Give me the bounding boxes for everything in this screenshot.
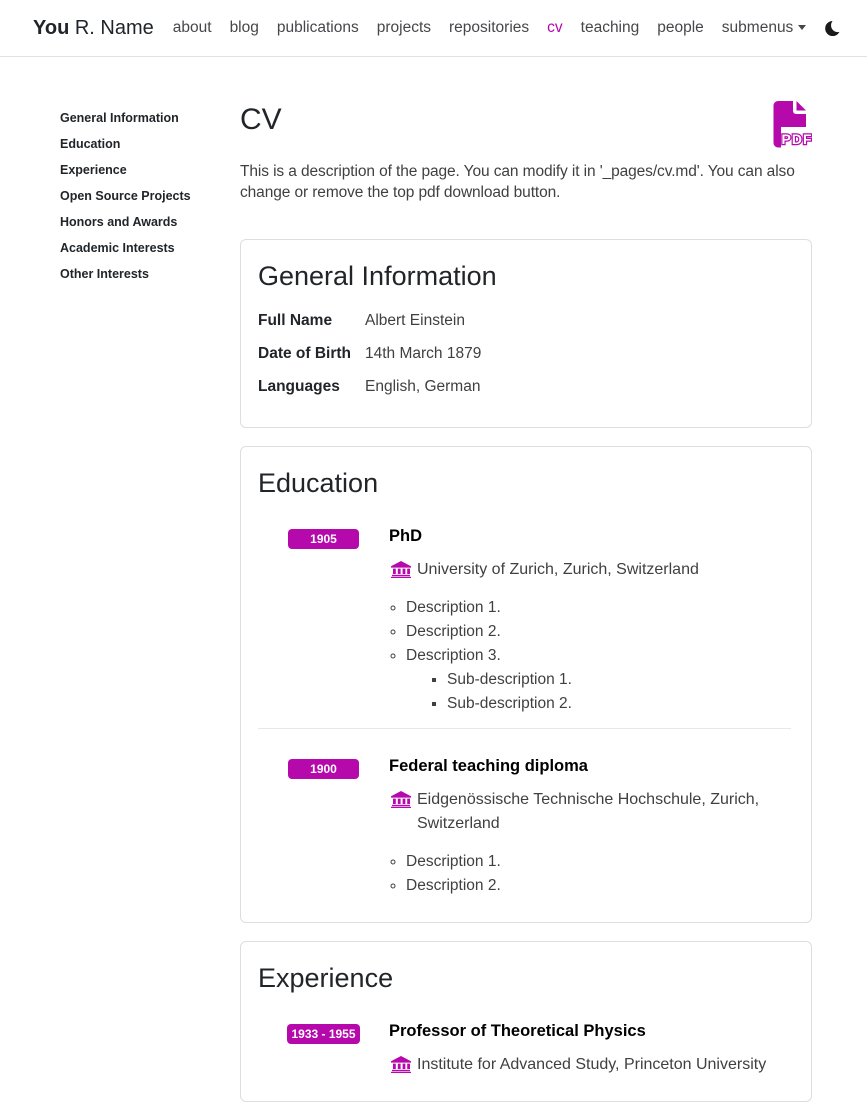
list-item <box>406 644 791 716</box>
page-description: This is a description of the page. You can modify it in '_pages/cv.md'. You can also change or remove the top pdf download button. <box>240 163 795 201</box>
main-content <box>240 57 812 1102</box>
row-label: Languages <box>258 377 340 395</box>
toc-item-education[interactable]: Education <box>60 137 121 151</box>
university-icon <box>391 1056 411 1073</box>
timeline-entry <box>258 526 791 716</box>
university-icon <box>391 561 411 578</box>
row-value: English, German <box>365 377 481 395</box>
section-general-information <box>240 239 812 428</box>
pdf-icon-label: PDF <box>781 131 812 147</box>
year-badge: 1905 <box>288 529 359 549</box>
page-title: CV <box>240 103 282 136</box>
table-row <box>258 370 791 403</box>
entry-title: Professor of Theoretical Physics <box>389 1022 646 1040</box>
entry-title: PhD <box>389 527 422 545</box>
timeline-entry <box>258 1021 791 1077</box>
sub-list-item: ▪ Sub-description 1. <box>447 668 791 692</box>
brand-rest: R. Name <box>74 16 154 39</box>
year-column <box>258 526 389 716</box>
timeline-entry <box>258 756 791 898</box>
nav-item-publications[interactable]: publications <box>276 19 359 36</box>
section-education <box>240 446 812 923</box>
year-badge: 1933 - 1955 <box>287 1024 359 1044</box>
row-value: 14th March 1879 <box>365 344 482 362</box>
content-layout <box>0 57 867 1102</box>
description-list <box>389 850 791 898</box>
pdf-download-button[interactable] <box>768 101 812 149</box>
institution-name: University of Zurich, Zurich, Switzerland <box>417 561 699 578</box>
table-row <box>258 337 791 370</box>
toc-item-other-interests[interactable]: Other Interests <box>60 267 149 281</box>
university-icon <box>391 791 411 808</box>
row-label: Date of Birth <box>258 344 351 362</box>
brand-link[interactable] <box>33 17 154 40</box>
description-list <box>389 596 791 716</box>
section-title: General Information <box>258 261 497 291</box>
section-title: Education <box>258 468 379 498</box>
list-item: ◦ Description 2. <box>406 874 791 898</box>
nav-item-repositories[interactable]: repositories <box>449 19 530 36</box>
list-item: ◦ Description 1. <box>406 596 791 620</box>
year-column <box>258 1021 389 1077</box>
caret-down-icon <box>798 25 806 30</box>
toc-sidebar <box>0 57 240 294</box>
institution-row <box>389 558 791 582</box>
entry-body <box>389 756 791 898</box>
file-pdf-icon <box>768 101 812 149</box>
list-item: ◦ Description 2. <box>406 620 791 644</box>
nav-item-submenus[interactable] <box>713 19 816 37</box>
nav-item-submenus-label: submenus <box>721 19 794 36</box>
section-title: Experience <box>258 963 394 993</box>
toc-item-honors-and-awards[interactable]: Honors and Awards <box>60 215 178 229</box>
year-badge: 1900 <box>288 759 359 779</box>
sub-list-item: ▪ Sub-description 2. <box>447 692 791 716</box>
year-column <box>258 756 389 898</box>
navbar <box>0 0 867 57</box>
nav-item-blog[interactable]: blog <box>229 19 259 36</box>
nav-links <box>164 19 816 37</box>
toc-item-experience[interactable]: Experience <box>60 163 127 177</box>
toc-item-academic-interests[interactable]: Academic Interests <box>60 241 175 255</box>
sub-description-list <box>406 668 791 716</box>
nav-item-cv[interactable]: cv <box>547 19 563 36</box>
brand-bold: You <box>33 16 70 39</box>
row-value: Albert Einstein <box>365 311 465 329</box>
institution-row <box>389 1053 791 1077</box>
list-item: ◦ Description 1. <box>406 850 791 874</box>
entry-body <box>389 1021 791 1077</box>
nav-item-projects[interactable]: projects <box>376 19 432 36</box>
entry-title: Federal teaching diploma <box>389 757 588 775</box>
institution-row <box>389 788 791 836</box>
entry-divider <box>258 728 791 729</box>
nav-item-about[interactable]: about <box>172 19 212 36</box>
table-row <box>258 304 791 337</box>
title-row <box>240 101 812 149</box>
list-item-text: Description 3. <box>406 647 501 664</box>
entry-body <box>389 526 791 716</box>
dark-mode-toggle[interactable] <box>824 19 843 38</box>
toc-item-open-source-projects[interactable]: Open Source Projects <box>60 189 191 203</box>
moon-icon <box>824 19 843 38</box>
section-experience <box>240 941 812 1102</box>
nav-item-teaching[interactable]: teaching <box>580 19 640 36</box>
institution-name: Eidgenössische Technische Hochschule, Zurich, Switzerland <box>417 791 760 832</box>
nav-item-people[interactable]: people <box>657 19 704 36</box>
info-table <box>258 304 791 403</box>
row-label: Full Name <box>258 311 333 329</box>
institution-name: Institute for Advanced Study, Princeton University <box>417 1056 767 1073</box>
toc-item-general-information[interactable]: General Information <box>60 111 179 125</box>
